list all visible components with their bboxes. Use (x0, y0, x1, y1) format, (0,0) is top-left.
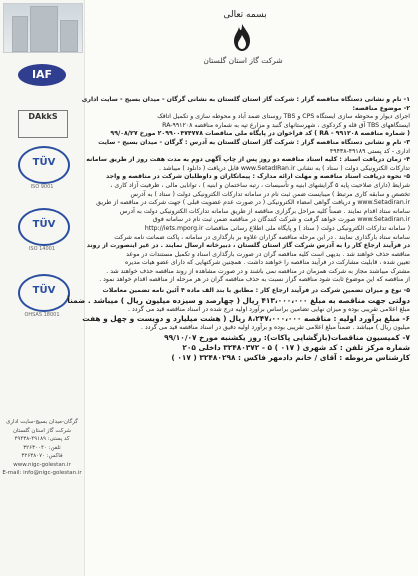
sidebar (0, 0, 85, 576)
text-line: ۲- موضوع مناقصه: (352, 104, 410, 112)
text-line: کارشناس مربوطه : آقای / خانم دادمهر فاکس : ۳۲۴۸۰۲۹۸ ( ۰۱۷ ) (171, 352, 410, 362)
text-line: ( شماره مناقصه RA - ۹۹۱۲۰۸ ) کد فراخوان در پایگاه ملی مناقصات ۲۰۹۹۰۰۴۷۴۷۷۸ مورخ ۹۹/۰۸/۲۷ (110, 130, 410, 138)
text-line: میلیون ریال ) میباشد . ضمناً مبلغ اعلامی تقریبی بوده و برآورد اولیه دقیق در اسناد مناقصه قید می گردد . (141, 324, 410, 332)
contact-address (2, 418, 82, 478)
address-line: فاکس: ۳۲۶۳۸۰۷۰ (21, 453, 63, 459)
address-line: شرکت گاز استان گلستان (12, 427, 72, 434)
text-line: ۵- نحوه دریافت اسناد مناقصه و مهلت ارائه مدارک : پیمانکاران و داوطلبان شرکت در مناقصه و واجد (106, 173, 410, 181)
text-line: مشترک میباشند مجاز به شرکت همزمان در مناقصه نمی باشند و در صورت مشاهده از روند مناقصه حذف خواهند شد . (106, 267, 410, 275)
company-name: شرکت گاز استان گلستان (203, 56, 283, 65)
website-link[interactable]: www.nigc-golestan.ir (13, 461, 71, 468)
header-title: بسمه تعالی (223, 10, 267, 20)
cert-note-1: ISO 9001 (30, 184, 54, 190)
dakks-badge: DAkkS (18, 110, 68, 138)
text-line: اداری - کد پستی ۴۹۱۸۹-۴۹۴۳۸ (329, 147, 410, 155)
building-photo (3, 3, 83, 53)
text-line: تدارکات الکترونیکی دولت ( ستاد ) به نشانی www.SetadIRan.ir قابل دریافت ( دانلود ) میباشد . (159, 164, 410, 172)
text-line: شرایط (دارای صلاحیت پایه ۵ گرایشهای ابنیه و تأسیسات ، رتبه ساختمان و ابنیه ) ، توانایی مالی ، ظرفیت آزاد کاری ، (110, 181, 410, 189)
text-line: ۳- نام و نشانی دستگاه مناقصه گزار : شرکت گاز استان گلستان به آدرس : گرگان - میدان بسیج - سایت (98, 138, 410, 146)
text-line: مناقصه حذف خواهند شد . بدیهی است کلیه مناقصه گران در صورت بارگذاری اسناد و تکمیل مستندات در موعد (126, 250, 410, 258)
text-line: دولتی جهت مناقصه به مبلغ ۴۱۳،۰۰۰،۰۰۰ ریال ( چهارصد و سیزده میلیون ریال ) میباشد . ضمناً (67, 295, 410, 305)
text-line: در فرآیند ارجاع کار را به آدرس شرکت گاز استان گلستان ، دبیرخانه ارسال نمایند . در غیر اینصورت از روند (86, 242, 410, 250)
tuv-badge-2: TÜV (18, 208, 70, 246)
tuv-badge-1: TÜV (18, 146, 70, 184)
text-line: ایستگاههای TBS آق قله و کردکوی ، شهرستانهای گنبد و مزارع تپه به شماره مناقصه RA-۹۹۱۲۰۸ (162, 121, 410, 129)
text-line: سامانه ستاد بارگذاری نمایند . در این مرحله مناقصه گزاران علاوه بر بارگذاری در سامانه ، پاکت ضمانت نامه شرکت (114, 233, 410, 241)
address-line: کد پستی: ۴۹۱۸۹-۴۹۴۳۸ (14, 436, 70, 442)
text-line: تخصص و سابقه کاری مرتبط ) میبایست ضمن ثبت نام در سامانه تدارکات الکترونیکی دولت ( ستاد ) به آدرس (130, 190, 410, 198)
iaf-badge: IAF (18, 64, 66, 86)
text-line: www.Setadiran.ir صورت خواهد گرفت و شرکت کنندگان در مناقصه ضمن ثبت نام در سامانه فوق (152, 216, 410, 224)
tender-notice-body (67, 96, 410, 363)
cert-note-2: ISO 14001 (28, 246, 56, 252)
text-line: ۵- نوع و میزان تضمین شرکت در فرآیند ارجاع کار : مطابق با بند الف ماده ۴ آئین نامه تضمین معاملات (102, 287, 410, 295)
email-link[interactable]: E-mail: info@nigc-golestan.ir (2, 470, 82, 476)
text-line: www.Setadiran.ir و دریافت گواهی امضاء الکترونیکی ( در صورت عدم عضویت قبلی ) جهت شرکت در مناقصه از طریق (96, 199, 410, 207)
text-line: سامانه ستاد اقدام نمایند . ضمناً کلیه مراحل برگزاری مناقصه از طریق سامانه تدارکات الکترونیکی دولت به آدرس (119, 207, 410, 215)
text-line: ۷- کمیسیون مناقصات(بازگشایی پاکات): روز یکشنبه مورخ ۹۹/۱۰/۰۷ (164, 332, 410, 342)
text-line: ۱- نام و نشانی دستگاه مناقصه گزار : شرکت گاز استان گلستان به نشانی گرگان - میدان بسیج - سایت اداری (81, 96, 410, 103)
cert-note-3: OHSAS 18001 (24, 312, 60, 318)
text-line: ۶- مبلغ برآورد اولیه : مناقصه ۸،۲۴۷،۰۰۰،۰۰۰ ریال ( هشت میلیارد و دویست و چهل و هفت (82, 314, 410, 324)
nigc-flame-logo-icon (226, 22, 258, 54)
text-line: مبلغ اعلامی تقریبی بوده و میزان نهایی تضامین براساس برآورد اولیه درج شده در اسناد مناقصه قید می گردد . (128, 305, 410, 313)
address-line: گرگان-میدان بسیج-سایت اداری (6, 419, 78, 425)
tuv-badge-3: TÜV (18, 274, 70, 312)
text-line: ۴- زمان دریافت اسناد : کلیه اسناد مناقصه دو روز پس از چاپ آگهی دوم به مدت هفت روز از طریق سامانه (86, 156, 410, 164)
text-line: از مناقصه که این موضوع ثابت شود مناقصه گزار نسبت به حذف مناقصه گران در هر مرحله از مناقصه اقدام خواهد نمود . (99, 276, 410, 284)
text-line: ( سامانه تدارکات الکترونیکی دولت ( ستاد ) و پایگاه ملی اطلاع رسانی مناقصات http://iets.mporg.ir (144, 224, 410, 232)
text-line: اجرای دیوار و محوطه سازی ایستگاه CPS و TBS روستای ضمد آباد و محوطه سازی و تکمیل اتاقک (157, 113, 410, 121)
text-line: شماره مرکز تلفن : کد شهری ( ۰۱۷ ) ۵ - ۳۲۴۸۰۳۷۲ داخلی ۲۰۵ (182, 342, 410, 352)
text-line: تعیین شده ، قابلیت مشارکت در فرآیند مناقصه را خواهند داشت . همچنین شرکتهایی که دارای عضو هیات مدیره (124, 259, 410, 267)
address-line: تلفن: ۳۲۶۳۰۰۴۰ (23, 444, 61, 451)
